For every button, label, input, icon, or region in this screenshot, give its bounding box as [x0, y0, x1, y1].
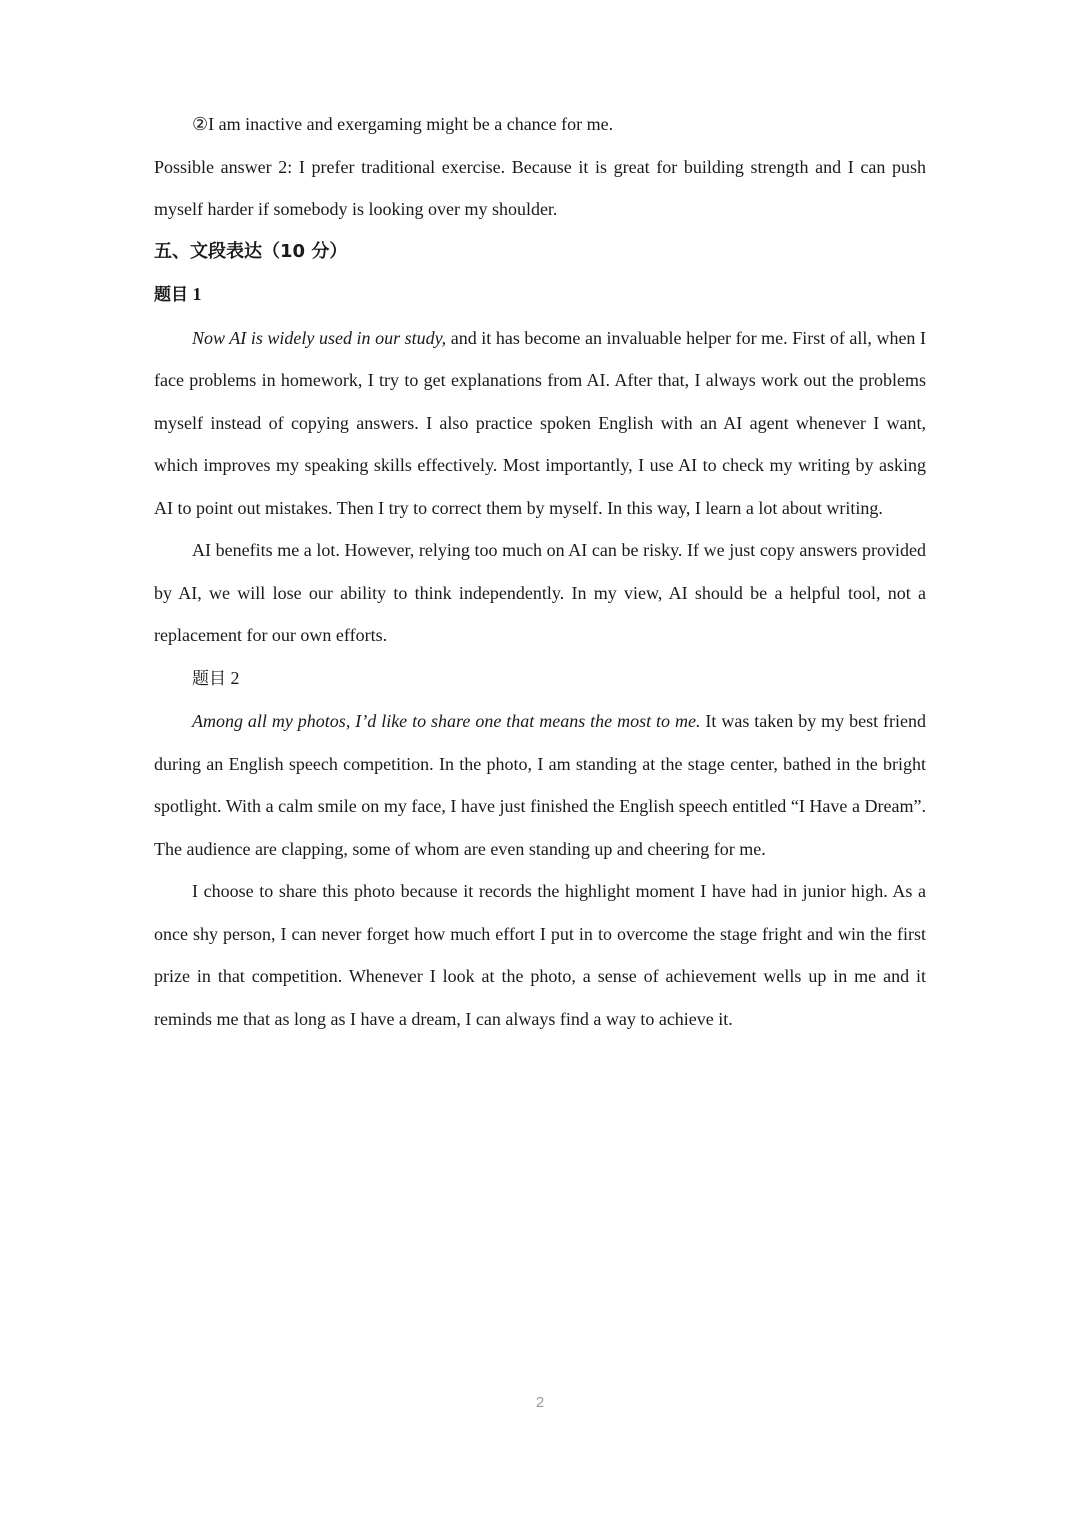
- topic-2-label-num: 2: [230, 667, 240, 688]
- topic-1-label-cn: 题目: [154, 285, 188, 305]
- topic-2-label-cn: 题目: [192, 668, 226, 689]
- answer-item-2: ②I am inactive and exergaming might be a chance for me.: [192, 114, 614, 134]
- topic-1-label-num: 1: [192, 284, 202, 304]
- topic-2-heading: [154, 657, 926, 701]
- page-number: 2: [535, 1394, 545, 1411]
- document-page: [154, 103, 926, 1040]
- topic-2-lead-sentence: Among all my photos, I’d like to share one that means the most to me.: [192, 711, 701, 731]
- topic-2-paragraph-1-body: It was taken by my best friend during an English speech competition. In the photo, I am standing at the stage center, bathed in the bright spotlight. With a calm smile on my face, I have just finished the English speech entitled “I Have a Dream”. The audience are clapping, some of whom are even standing up and cheering for me.: [154, 711, 926, 859]
- topic-1-heading: [154, 273, 926, 317]
- topic-2-paragraph-1: [154, 700, 926, 870]
- topic-1-paragraph-1: [154, 317, 926, 530]
- topic-1-lead-sentence: Now AI is widely used in our study,: [192, 327, 447, 348]
- section-title: 五、文段表达（10 分）: [154, 240, 348, 262]
- topic-1-paragraph-2: AI benefits me a lot. However, relying too much on AI can be risky. If we just copy answers provided by AI, we will lose our ability to think independently. In my view, AI should be a helpful tool, not a replacement for our own efforts.: [154, 540, 926, 645]
- possible-answer-2: Possible answer 2: I prefer traditional exercise. Because it is great for building strength and I can push myself harder if somebody is looking over my shoulder.: [154, 156, 926, 219]
- topic-2-paragraph-2: I choose to share this photo because it records the highlight moment I have had in junior high. As a once shy person, I can never forget how much effort I put in to overcome the stage fright and win the first prize in that competition. Whenever I look at the photo, a sense of achievement wells up in me and it reminds me that as long as I have a dream, I can always find a way to achieve it.: [154, 881, 926, 1029]
- topic-1-paragraph-1-body: and it has become an invaluable helper for me. First of all, when I face problems in homework, I try to get explanations from AI. After that, I always work out the problems myself instead of copying answers. I also practice spoken English with an AI agent whenever I want, which improves my speaking skills effectively. Most importantly, I use AI to check my writing by asking AI to point out mistakes. Then I try to correct them by myself. In this way, I learn a lot about writing.: [154, 327, 926, 518]
